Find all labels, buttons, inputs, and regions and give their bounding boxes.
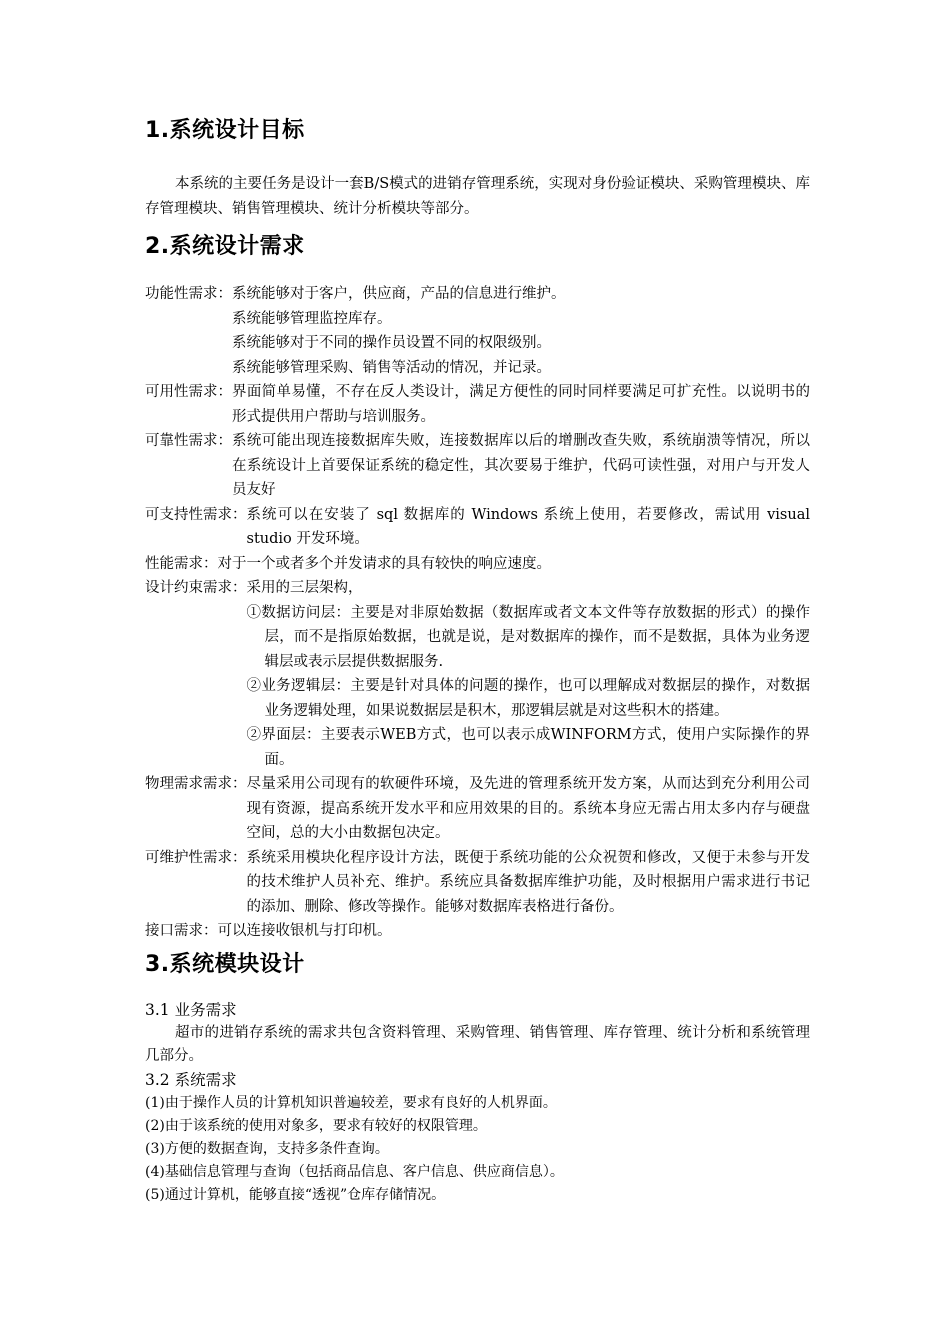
section-3-heading: 3.系统模块设计 (145, 951, 305, 977)
usability-requirement (145, 380, 810, 429)
requirement-text: 可以连接收银机与打印机。 (217, 923, 392, 939)
performance-requirement (145, 552, 810, 577)
system-requirements-list (145, 1092, 810, 1207)
requirement-text: 系统可能出现连接数据库失败，连接数据库以后的增删改查失败，系统崩溃等情况，所以在系统设计上首要保证系统的稳定性，其次要易于维护，代码可读性强，对用户与开发人员友好 (232, 433, 810, 498)
list-item: (3)方便的数据查询，支持多条件查询。 (145, 1140, 389, 1157)
requirement-label: 性能需求： (145, 555, 218, 572)
requirement-text: 系统可以在安装了 sql 数据库的 Windows 系统上使用，若要修改，需试用 visual studio 开发环境。 (246, 506, 810, 547)
requirement-line: 系统能够对于不同的操作员设置不同的权限级别。 (232, 335, 551, 351)
reliability-requirement (145, 429, 810, 503)
requirement-label: 接口需求： (145, 923, 218, 939)
requirement-label: 设计约束需求： (145, 580, 247, 596)
requirement-line: 系统能够管理监控库存。 (232, 310, 392, 327)
functional-requirement (145, 282, 810, 380)
requirement-label: 功能性需求： (145, 286, 232, 302)
architecture-layer-item: ②界面层：主要表示WEB方式，也可以表示成WINFORM方式，使用户实际操作的界面。 (246, 727, 810, 768)
section-1-heading: 1.系统设计目标 (145, 118, 305, 143)
requirement-body (232, 282, 810, 380)
requirement-label: 可维护性需求： (145, 849, 247, 866)
section-1-paragraph: 本系统的主要任务是设计一套B/S模式的进销存管理系统，实现对身份验证模块、采购管理模块、库存管理模块、销售管理模块、统计分析模块等部分。 (145, 176, 810, 217)
subsection-3-1-heading: 3.1 业务需求 (145, 1000, 237, 1019)
interface-requirement (145, 919, 810, 944)
supportability-requirement (145, 503, 810, 552)
architecture-layer-item: ①数据访问层：主要是对非原始数据（数据库或者文本文件等存放数据的形式）的操作层，而不是指原始数据，也就是说，是对数据库的操作，而不是数据，具体为业务逻辑层或表示层提供数据服务. (246, 604, 810, 670)
document-page (145, 112, 810, 1207)
physical-requirement (145, 772, 810, 846)
requirements-list (145, 282, 810, 944)
requirement-text: 界面简单易懂，不存在反人类设计，满足方便性的同时同样要满足可扩充性。以说明书的形式提供用户帮助与培训服务。 (232, 384, 810, 425)
requirement-label: 可用性需求： (145, 384, 232, 400)
requirement-label: 可支持性需求： (145, 506, 247, 523)
requirement-text: 尽量采用公司现有的软硬件环境，及先进的管理系统开发方案，从而达到充分利用公司现有资源，提高系统开发水平和应用效果的目的。系统本身应无需占用太多内存与硬盘空间，总的大小由数据包决定。 (246, 776, 810, 841)
list-item: (5)通过计算机，能够直接“透视”仓库存储情况。 (145, 1186, 446, 1203)
list-item: (4)基础信息管理与查询（包括商品信息、客户信息、供应商信息）。 (145, 1163, 564, 1180)
requirement-text: 系统采用模块化程序设计方法，既便于系统功能的公众祝贺和修改，又便于未参与开发的技术维护人员补充、维护。系统应具备数据库维护功能，及时根据用户需求进行书记的添加、删除、修改等操作。能够对数据库表格进行备份。 (246, 849, 810, 915)
section-2-heading: 2.系统设计需求 (145, 234, 305, 259)
subsection-3-2-heading: 3.2 系统需求 (145, 1070, 237, 1089)
requirement-text: 对于一个或者多个并发请求的具有较快的响应速度。 (217, 555, 551, 572)
requirement-line: 系统能够管理采购、销售等活动的情况，并记录。 (232, 359, 551, 376)
design-constraint-requirement (145, 576, 810, 772)
architecture-layer-item: ②业务逻辑层：主要是针对具体的问题的操作，也可以理解成对数据层的操作，对数据业务逻辑处理，如果说数据层是积木，那逻辑层就是对这些积木的搭建。 (246, 678, 810, 719)
subsection-3-1-paragraph: 超市的进销存系统的需求共包含资料管理、采购管理、销售管理、库存管理、统计分析和系统管理几部分。 (145, 1024, 810, 1064)
requirement-intro: 采用的三层架构， (246, 580, 363, 596)
maintainability-requirement (145, 846, 810, 920)
requirement-line: 系统能够对于客户，供应商，产品的信息进行维护。 (232, 286, 566, 302)
requirement-label: 可靠性需求： (145, 433, 232, 449)
requirement-body (247, 576, 811, 772)
requirement-label: 物理需求需求： (145, 776, 247, 792)
list-item: (2)由于该系统的使用对象多，要求有较好的权限管理。 (145, 1117, 487, 1134)
list-item: (1)由于操作人员的计算机知识普遍较差，要求有良好的人机界面。 (145, 1094, 557, 1111)
